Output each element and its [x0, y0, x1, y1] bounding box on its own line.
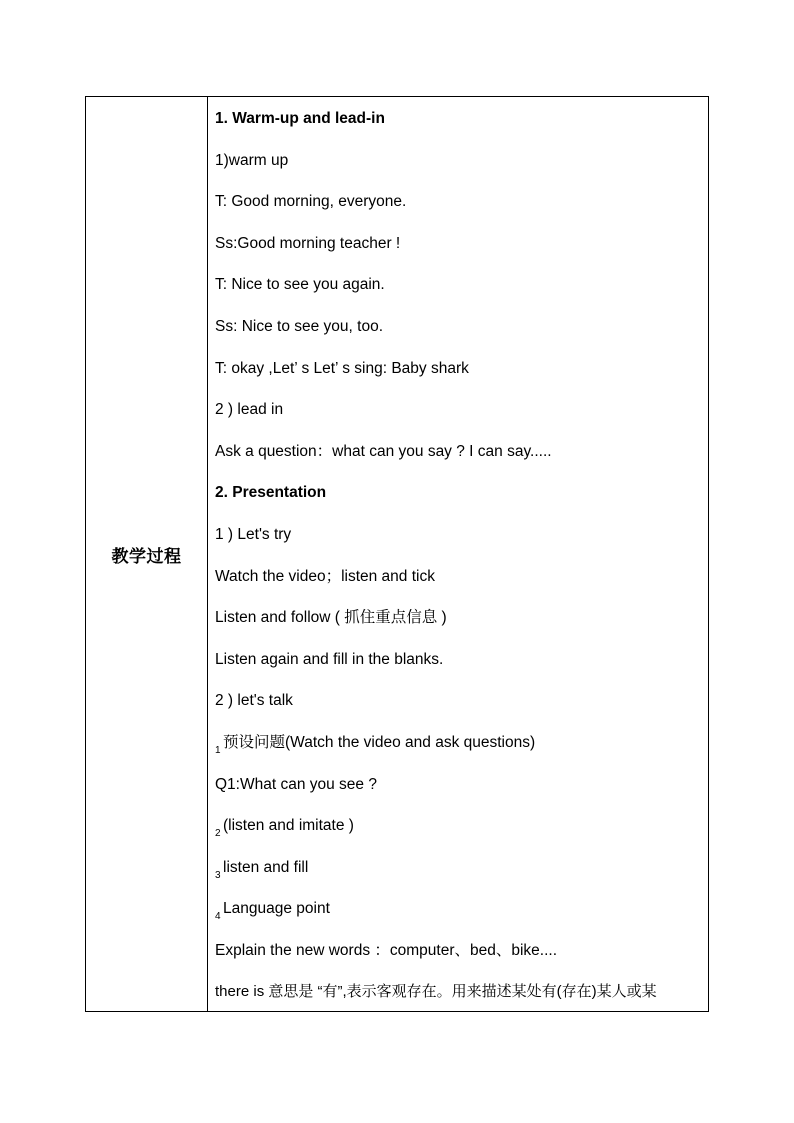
content-line — [215, 522, 704, 564]
line-text: Ask a question：what can you say ? I can say..... — [215, 442, 552, 460]
line-text: 预设问题(Watch the video and ask questions) — [223, 733, 536, 751]
row-label-cell — [86, 97, 207, 1011]
line-text: T: Good morning, everyone. — [215, 193, 407, 211]
content-line — [215, 397, 704, 439]
content-line — [215, 813, 704, 855]
content-line — [215, 647, 704, 689]
content-line — [215, 314, 704, 356]
line-text: Listen and follow ( 抓住重点信息 ) — [215, 609, 447, 627]
line-text: (listen and imitate ) — [223, 817, 354, 835]
line-text: listen and fill — [223, 858, 309, 876]
lesson-plan-table — [85, 96, 709, 1012]
content-line — [215, 688, 704, 730]
content-line — [215, 356, 704, 398]
line-text: 2. Presentation — [215, 484, 327, 502]
line-text: 1. Warm-up and lead-in — [215, 110, 385, 127]
line-text: 2 ) let's talk — [215, 692, 293, 710]
line-text: Q1:What can you see ? — [215, 775, 377, 793]
line-text: there is 意思是 “有”,表示客观存在。用来描述某处有(存在)某人或某 — [215, 983, 657, 1001]
line-text: Ss:Good morning teacher ! — [215, 234, 401, 252]
content-line — [215, 896, 704, 938]
content-line — [215, 439, 704, 481]
content-line — [215, 272, 704, 314]
line-text: Ss: Nice to see you, too. — [215, 317, 384, 335]
content-cell — [215, 106, 704, 1021]
content-line — [215, 855, 704, 897]
line-text: 1)warm up — [215, 151, 289, 169]
content-line — [215, 605, 704, 647]
list-number: 3 — [215, 869, 221, 881]
content-line — [215, 979, 704, 1021]
content-line — [215, 148, 704, 190]
line-text: Language point — [223, 900, 330, 918]
line-text: 2 ) lead in — [215, 401, 284, 419]
content-line — [215, 189, 704, 231]
line-text: T: okay ,Let’ s Let’ s sing: Baby shark — [215, 359, 469, 377]
line-text: T: Nice to see you again. — [215, 276, 385, 294]
section-heading — [215, 106, 704, 148]
line-text: Explain the new words ：computer、bed、bike.... — [215, 941, 558, 959]
list-number: 4 — [215, 911, 221, 923]
section-heading — [215, 480, 704, 522]
column-divider — [207, 97, 208, 1011]
list-number: 2 — [215, 828, 221, 840]
row-label: 教学过程 — [111, 546, 182, 567]
content-line — [215, 730, 704, 772]
line-text: Listen again and fill in the blanks. — [215, 650, 444, 668]
list-number: 1 — [215, 744, 221, 756]
content-line — [215, 772, 704, 814]
content-line — [215, 564, 704, 606]
line-text: 1 ) Let's try — [215, 525, 292, 543]
content-line — [215, 938, 704, 980]
line-text: Watch the video；listen and tick — [215, 567, 435, 585]
content-line — [215, 231, 704, 273]
